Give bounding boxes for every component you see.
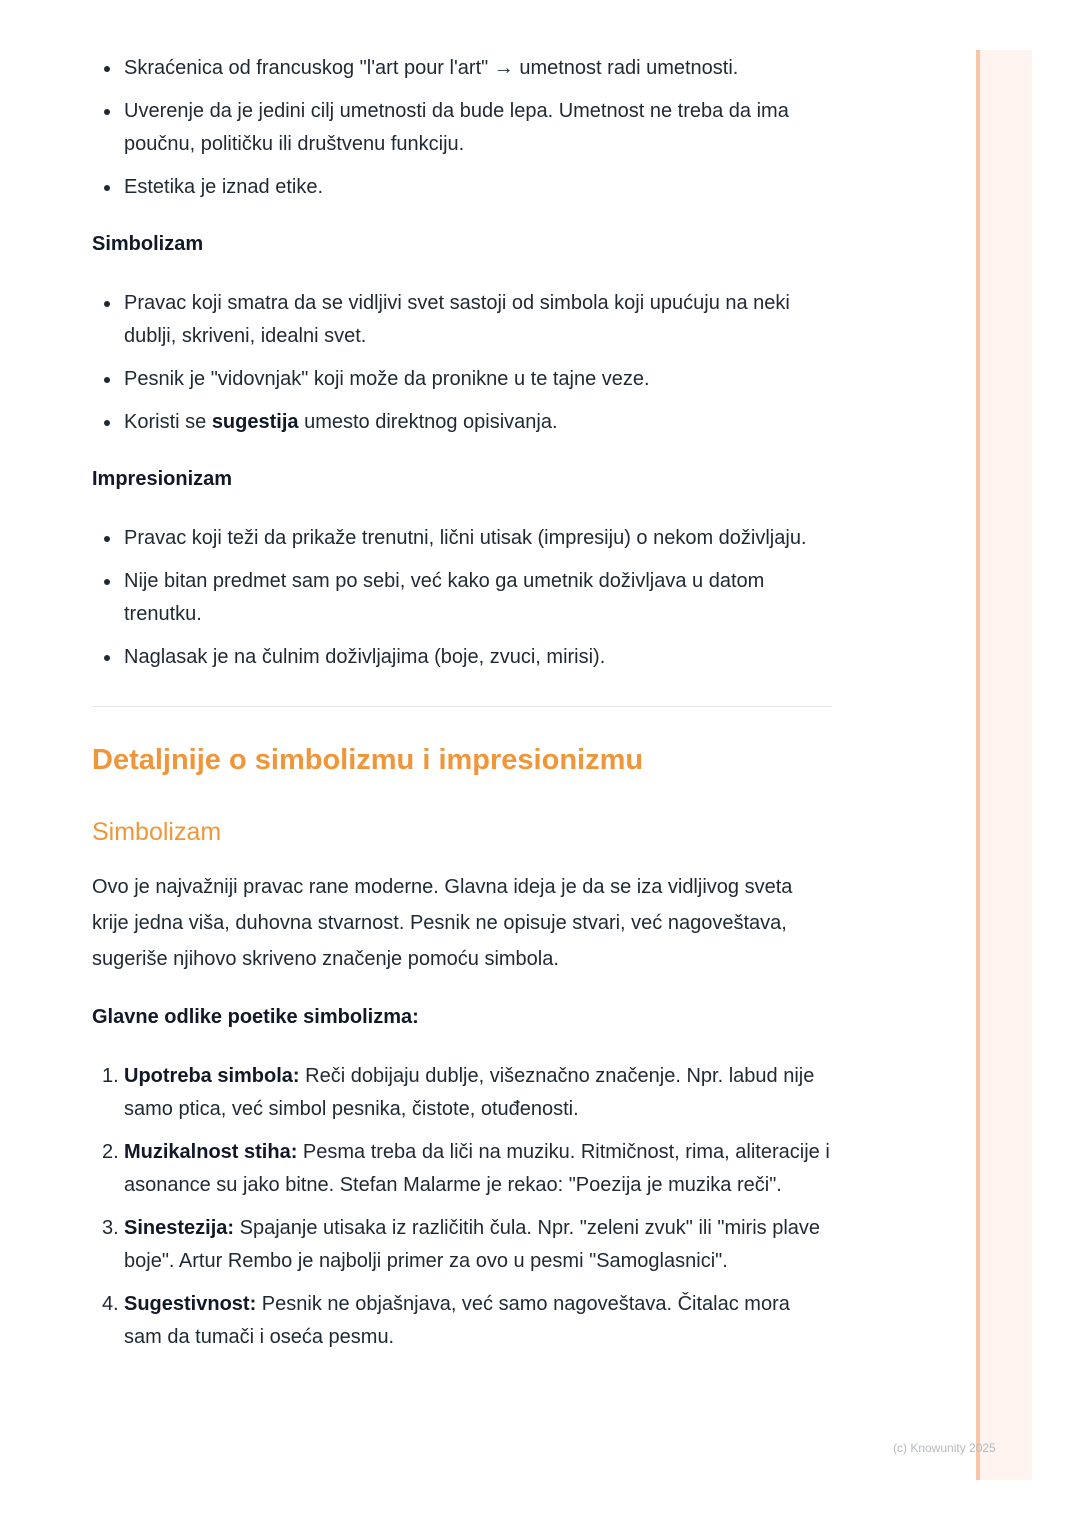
features-heading: Glavne odlike poetike simbolizma: (92, 1006, 419, 1028)
list-number: 2. (102, 1141, 119, 1163)
feature-term: Upotreba simbola: (124, 1065, 300, 1087)
section-title: Detaljnije o simbolizmu i impresionizmu (92, 744, 644, 776)
list-item: Uverenje da je jedini cilj umetnosti da bude lepa. Umetnost ne treba da ima poučnu, političku ili društvenu funkciju. (124, 95, 832, 161)
heading-impresionizam: Impresionizam (92, 468, 233, 490)
list-number: 3. (102, 1217, 119, 1239)
list-item (124, 406, 832, 439)
feature-text: Reči dobijaju dublje, višeznačno značenje. Npr. labud nije samo ptica, već simbol pesnika, čistote, otuđenosti. (124, 1065, 815, 1120)
side-accent-line (976, 50, 980, 1480)
list-item (102, 1288, 832, 1354)
list-item (102, 1212, 832, 1278)
heading-simbolizam: Simbolizam (92, 233, 204, 255)
features-list (92, 1060, 832, 1354)
list-number: 4. (102, 1293, 119, 1315)
list-item-text: Koristi se (124, 411, 212, 433)
list-item (102, 1136, 832, 1202)
feature-term: Sinestezija: (124, 1217, 235, 1239)
intro-paragraph: Ovo je najvažniji pravac rane moderne. Glavna ideja je da se iza vidljivog sveta krije jedna viša, duhovna stvarnost. Pesnik ne opisuje stvari, već nagoveštava, sugeriše njihovo skriveno značenje pomoću simbola. (92, 876, 793, 970)
list-number: 1. (102, 1065, 119, 1087)
list-item: Nije bitan predmet sam po sebi, već kako ga umetnik doživljava u datom trenutku. (124, 565, 832, 631)
list-item: Estetika je iznad etike. (124, 171, 832, 204)
divider (92, 706, 832, 707)
list-lart-pour-lart (92, 52, 832, 204)
bold-term: sugestija (211, 411, 299, 433)
footer-copyright: (c) Knowunity 2025 (893, 1441, 996, 1455)
subsection-title: Simbolizam (92, 818, 222, 846)
list-item: Naglasak je na čulnim doživljajima (boje, zvuci, mirisi). (124, 641, 832, 674)
feature-text: Pesma treba da liči na muziku. Ritmičnost, rima, aliteracije i asonance su jako bitne. Stefan Malarme je rekao: "Poezija je muzika reči". (124, 1141, 830, 1196)
list-impresionizam (92, 522, 832, 674)
list-item: Skraćenica od francuskog "l'art pour l'art" → umetnost radi umetnosti. (124, 52, 832, 85)
side-panel (976, 50, 1032, 1480)
document-content (92, 0, 832, 1354)
list-item (102, 1060, 832, 1126)
list-item: Pesnik je "vidovnjak" koji može da pronikne u te tajne veze. (124, 363, 832, 396)
feature-text: Spajanje utisaka iz različitih čula. Npr. "zeleni zvuk" ili "miris plave boje". Artur Rembo je najbolji primer za ovo u pesmi "Samoglasnici". (124, 1217, 821, 1272)
list-item: Pravac koji teži da prikaže trenutni, lični utisak (impresiju) o nekom doživljaju. (124, 522, 832, 555)
feature-term: Muzikalnost stiha: (124, 1141, 298, 1163)
list-simbolizam (92, 287, 832, 439)
list-item: Pravac koji smatra da se vidljivi svet sastoji od simbola koji upućuju na neki dublji, skriveni, idealni svet. (124, 287, 832, 353)
feature-text: Pesnik ne objašnjava, već samo nagoveštava. Čitalac mora sam da tumači i oseća pesmu. (124, 1293, 790, 1348)
feature-term: Sugestivnost: (124, 1293, 257, 1315)
list-item-text: umesto direktnog opisivanja. (298, 411, 558, 433)
